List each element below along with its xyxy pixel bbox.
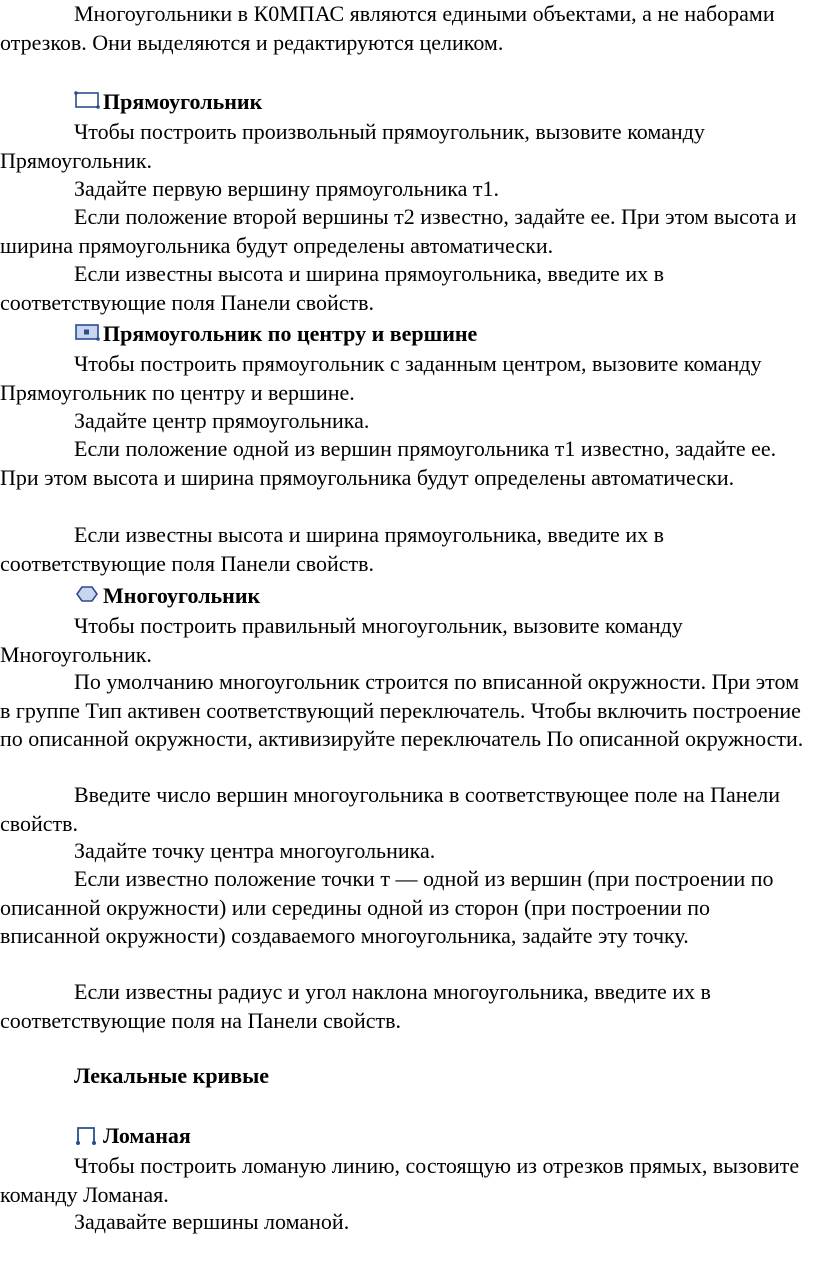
paragraph: Если известны высота и ширина прямоугольника, введите их в соответствующие поля Панели свойств. — [0, 522, 664, 576]
section-heading-rectangle — [74, 88, 262, 116]
paragraph: Введите число вершин многоугольника в соответствующее поле на Панели свойств. — [0, 782, 781, 836]
paragraph: Если известны высота и ширина прямоугольника, введите их в соответствующие поля Панели свойств. — [0, 261, 664, 315]
paragraph: Задайте центр прямоугольника. — [74, 408, 370, 433]
paragraph: Чтобы построить произвольный прямоугольник, вызовите команду Прямоугольник. — [0, 119, 705, 173]
section-title: Многоугольник — [103, 583, 261, 608]
intro-paragraph: Многоугольники в К0МПАС являются едиными объектами, а не наборами отрезков. Они выделяются и редактируются целиком. — [0, 1, 775, 55]
rectangle-center-icon — [74, 322, 102, 344]
paragraph: По умолчанию многоугольник строится по вписанной окружности. При этом в группе Тип активен соответствующий переключатель. Чтобы включить построение по описанной окружности, активизируйте переключатель По описанной окружности. — [0, 669, 804, 752]
paragraph: Если известны радиус и угол наклона многоугольника, введите их в соответствующие поля на Панели свойств. — [0, 979, 711, 1033]
section-heading-rectangle-center — [74, 320, 477, 348]
paragraph: Если положение одной из вершин прямоугольника т1 известно, задайте ее. При этом высота и ширина прямоугольника будут определены автоматически. — [0, 436, 777, 490]
section-heading-polyline — [74, 1122, 191, 1150]
section-title: Прямоугольник — [103, 89, 263, 114]
section-title: Ломаная — [103, 1123, 191, 1148]
paragraph: Чтобы построить прямоугольник с заданным центром, вызовите команду Прямоугольник по центру и вершине. — [0, 351, 762, 405]
section-heading-polygon — [74, 582, 260, 610]
paragraph: Задайте первую вершину прямоугольника т1. — [74, 176, 499, 201]
paragraph: Чтобы построить ломаную линию, состоящую из отрезков прямых, вызовите команду Ломаная. — [0, 1153, 800, 1207]
paragraph: Если положение второй вершины т2 известно, задайте ее. При этом высота и ширина прямоугольника будут определены автоматически. — [0, 204, 797, 258]
polyline-icon — [74, 1124, 102, 1146]
curves-heading: Лекальные кривые — [74, 1063, 270, 1088]
rectangle-icon — [74, 90, 102, 112]
paragraph: Задайте точку центра многоугольника. — [74, 838, 436, 863]
section-title: Прямоугольник по центру и вершине — [103, 321, 478, 346]
paragraph: Чтобы построить правильный многоугольник, вызовите команду Многоугольник. — [0, 613, 683, 667]
polygon-icon — [74, 584, 102, 606]
paragraph: Задавайте вершины ломаной. — [74, 1209, 350, 1234]
paragraph: Если известно положение точки т — одной из вершин (при построении по описанной окружности) или середины одной из сторон (при построении по вписанной окружности) создаваемого многоугольника, задайте эту точку. — [0, 866, 774, 949]
